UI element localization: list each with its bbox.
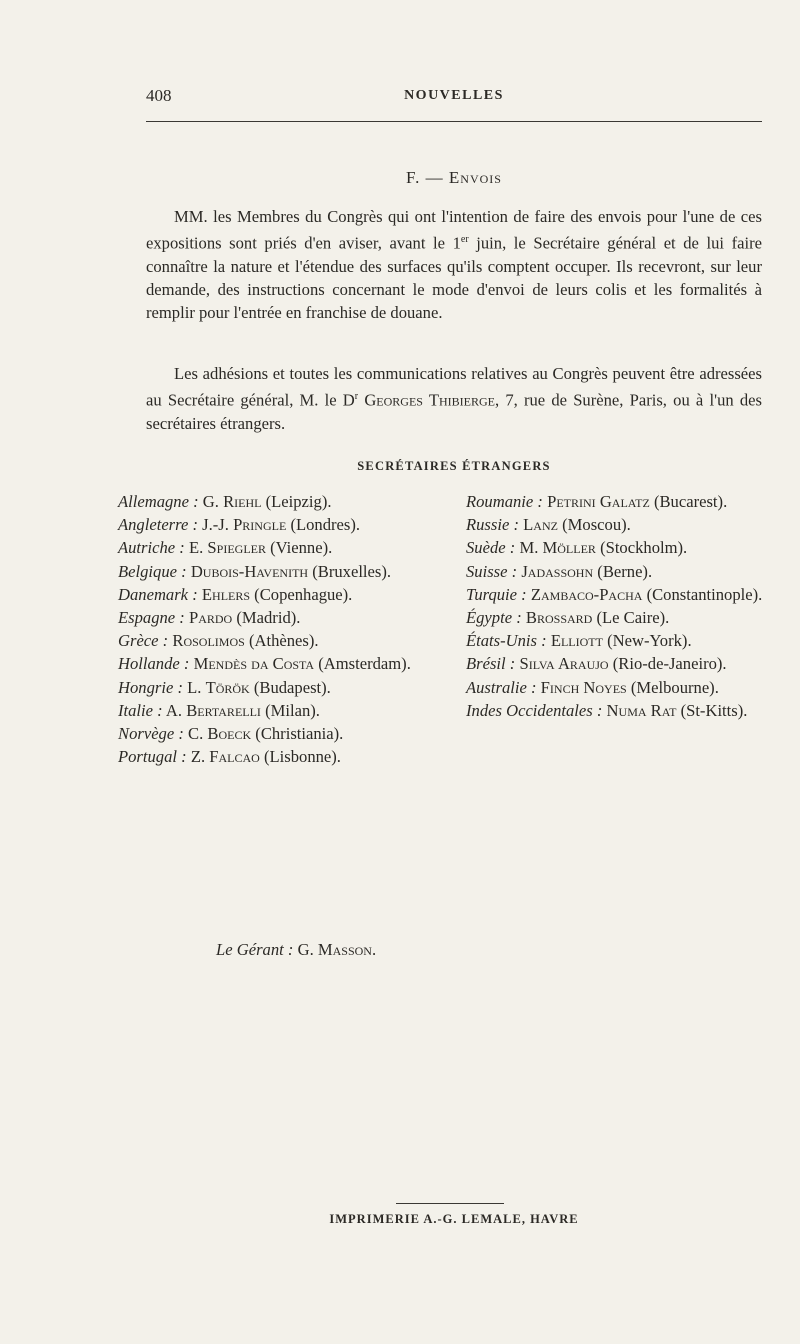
secretary-initial: E. bbox=[184, 538, 208, 558]
secretary-country: Portugal : bbox=[118, 747, 187, 767]
secretary-entry bbox=[466, 583, 766, 606]
secretary-initial: L. bbox=[182, 677, 206, 697]
secretary-country: Roumanie : bbox=[466, 492, 543, 511]
secretary-city: (Melbourne). bbox=[626, 677, 719, 697]
secretary-country: États-Unis : bbox=[466, 631, 547, 651]
secretary-name: Elliott bbox=[550, 631, 603, 651]
secretaries-right-column bbox=[466, 490, 766, 722]
secretary-country: Hollande : bbox=[118, 654, 190, 674]
secretary-entry bbox=[466, 536, 766, 559]
secretary-country: Australie : bbox=[466, 677, 537, 697]
secretary-entry bbox=[118, 676, 438, 699]
page-number: 408 bbox=[146, 86, 172, 105]
secretary-country: Angleterre : bbox=[118, 515, 199, 535]
paragraph-adhesions-text-b: , 7, rue de Surène, Paris, ou à l'un des secrétaires étrangers. bbox=[146, 390, 762, 433]
secretary-name: Silva Araujo bbox=[519, 654, 609, 674]
secretary-name: Török bbox=[205, 677, 250, 697]
secretary-initial: M. bbox=[515, 538, 543, 558]
secretary-entry bbox=[466, 606, 766, 629]
paragraph-envois bbox=[146, 205, 762, 325]
secretary-country: Norvège : bbox=[118, 724, 184, 744]
secretary-name: Finch Noyes bbox=[540, 677, 627, 697]
secretary-entry bbox=[118, 629, 438, 652]
paragraph-envois-text-b: juin, le Secrétaire général et de lui faire connaître la nature et l'étendue des surfaces qu'ils comptent occuper. Ils recevront, sur leur demande, des instructions concernant le mode d'envoi de leurs colis et les formalités à remplir pour l'entrée en franchise de douane. bbox=[146, 233, 763, 323]
secretaries-heading: SECRÉTAIRES ÉTRANGERS bbox=[357, 459, 551, 473]
secretary-country: Russie : bbox=[466, 515, 519, 535]
secretary-city: (Moscou). bbox=[557, 515, 631, 535]
secretary-city: (Vienne). bbox=[265, 538, 333, 558]
paragraph-adhesions bbox=[146, 362, 762, 435]
secretary-entry bbox=[466, 513, 766, 536]
secretary-country: Grèce : bbox=[118, 631, 169, 651]
secretary-name: Zambaco-Pacha bbox=[530, 584, 643, 604]
secretary-name: Numa Rat bbox=[606, 700, 677, 720]
secretary-entry bbox=[118, 536, 438, 559]
secretary-entry bbox=[118, 722, 438, 745]
secretary-city: (Leipzig). bbox=[261, 492, 332, 511]
secretary-city: (Athènes). bbox=[244, 631, 319, 651]
secretary-country: Brésil : bbox=[466, 654, 516, 674]
secretary-entry bbox=[118, 606, 438, 629]
secretary-country: Italie : bbox=[118, 700, 163, 720]
secretary-country: Turquie : bbox=[466, 584, 527, 604]
secretary-city: (Stockholm). bbox=[595, 538, 688, 558]
secretary-name: Mendès da Costa bbox=[193, 654, 315, 674]
secretary-entry bbox=[118, 490, 438, 513]
secretary-initial: J.-J. bbox=[198, 515, 234, 535]
secretary-initial: C. bbox=[183, 724, 208, 744]
paragraph-adhesions-text-a: Les adhésions et toutes les communications relatives au Congrès peuvent être adressées au Secrétaire général, M. le D bbox=[146, 364, 762, 410]
section-title bbox=[146, 168, 762, 188]
secretary-country: Autriche : bbox=[118, 538, 185, 558]
secretary-city: (New-York). bbox=[602, 631, 692, 651]
secretary-city: (Christiania). bbox=[251, 724, 344, 744]
secretary-name: Pringle bbox=[233, 515, 287, 535]
secretary-entry bbox=[118, 745, 438, 768]
secretary-city: (Rio-de-Janeiro). bbox=[608, 654, 727, 674]
secretary-name: Dubois-Havenith bbox=[190, 561, 309, 581]
signature-name: Masson. bbox=[317, 940, 377, 959]
secretary-entry bbox=[466, 676, 766, 699]
secretary-entry bbox=[118, 560, 438, 583]
secretary-city: (Amsterdam). bbox=[314, 654, 411, 674]
header-rule bbox=[146, 121, 762, 122]
secretary-city: (Lisbonne). bbox=[259, 747, 341, 767]
paragraph-envois-text-a: MM. les Membres du Congrès qui ont l'intention de faire des envois pour l'une de ces expositions sont priés d'en aviser, avant le 1 bbox=[146, 207, 762, 253]
secretary-entry bbox=[466, 629, 766, 652]
paragraph-adhesions-sup: r bbox=[354, 391, 359, 403]
signature-role: Le Gérant : bbox=[216, 940, 294, 959]
secretary-entry bbox=[466, 652, 766, 675]
secretary-country: Danemark : bbox=[118, 584, 198, 604]
secretary-entry bbox=[118, 513, 438, 536]
secretary-country: Égypte : bbox=[466, 608, 522, 628]
secretary-country: Suisse : bbox=[466, 561, 518, 581]
secretary-name: Pardo bbox=[188, 608, 233, 628]
secretary-initial: A. bbox=[162, 700, 187, 720]
secretary-city: (Constantinople). bbox=[642, 584, 763, 604]
secretary-name: Ehlers bbox=[201, 584, 251, 604]
secretary-entry bbox=[118, 699, 438, 722]
secretary-country: Allemagne : bbox=[118, 492, 199, 511]
secretary-name: Spiegler bbox=[207, 538, 266, 558]
secretary-name: Petrini Galatz bbox=[547, 492, 650, 511]
secretary-entry bbox=[118, 583, 438, 606]
page-header bbox=[146, 86, 762, 116]
secretary-name: Möller bbox=[542, 538, 596, 558]
secretary-name: Riehl bbox=[223, 492, 262, 511]
secretary-country: Suède : bbox=[466, 538, 516, 558]
secretary-initial: Z. bbox=[186, 747, 210, 767]
secretary-name: Lanz bbox=[523, 515, 558, 535]
secretary-name: Brossard bbox=[525, 608, 593, 628]
secretary-initial: G. bbox=[198, 492, 224, 511]
signature bbox=[216, 940, 376, 960]
secretary-name: Bertarelli bbox=[186, 700, 261, 720]
secretary-city: (Bruxelles). bbox=[308, 561, 392, 581]
secretary-name: Jadassohn bbox=[521, 561, 594, 581]
secretary-city: (Londres). bbox=[286, 515, 361, 535]
secretary-city: (Copenhague). bbox=[250, 584, 353, 604]
secretary-entry bbox=[466, 699, 766, 722]
signature-initial: G. bbox=[293, 940, 318, 959]
secretary-general-name: Georges Thibierge bbox=[358, 390, 495, 410]
secretary-city: (Madrid). bbox=[232, 608, 301, 628]
secretary-country: Belgique : bbox=[118, 561, 187, 581]
secretary-name: Falcao bbox=[209, 747, 260, 767]
secretary-city: (Berne). bbox=[593, 561, 653, 581]
secretary-name: Boeck bbox=[207, 724, 252, 744]
secretary-entry bbox=[466, 560, 766, 583]
secretary-country: Indes Occidentales : bbox=[466, 700, 603, 720]
footer-rule bbox=[396, 1203, 504, 1204]
secretaries-left-column bbox=[118, 490, 438, 768]
printer-imprint: IMPRIMERIE A.-G. LEMALE, HAVRE bbox=[329, 1212, 579, 1226]
secretary-city: (St-Kitts). bbox=[676, 700, 748, 720]
secretary-city: (Milan). bbox=[260, 700, 320, 720]
secretary-city: (Bucarest). bbox=[649, 492, 728, 511]
secretary-entry bbox=[118, 652, 438, 675]
section-title-prefix: F. — bbox=[406, 168, 449, 187]
secretary-entry bbox=[466, 490, 766, 513]
secretary-name: Rosolimos bbox=[172, 631, 245, 651]
secretary-city: (Le Caire). bbox=[592, 608, 670, 628]
secretary-country: Hongrie : bbox=[118, 677, 183, 697]
paragraph-envois-sup: er bbox=[460, 234, 469, 246]
running-head: NOUVELLES bbox=[404, 88, 504, 103]
secretary-city: (Budapest). bbox=[249, 677, 331, 697]
section-title-text: Envois bbox=[448, 168, 502, 187]
secretary-country: Espagne : bbox=[118, 608, 185, 628]
